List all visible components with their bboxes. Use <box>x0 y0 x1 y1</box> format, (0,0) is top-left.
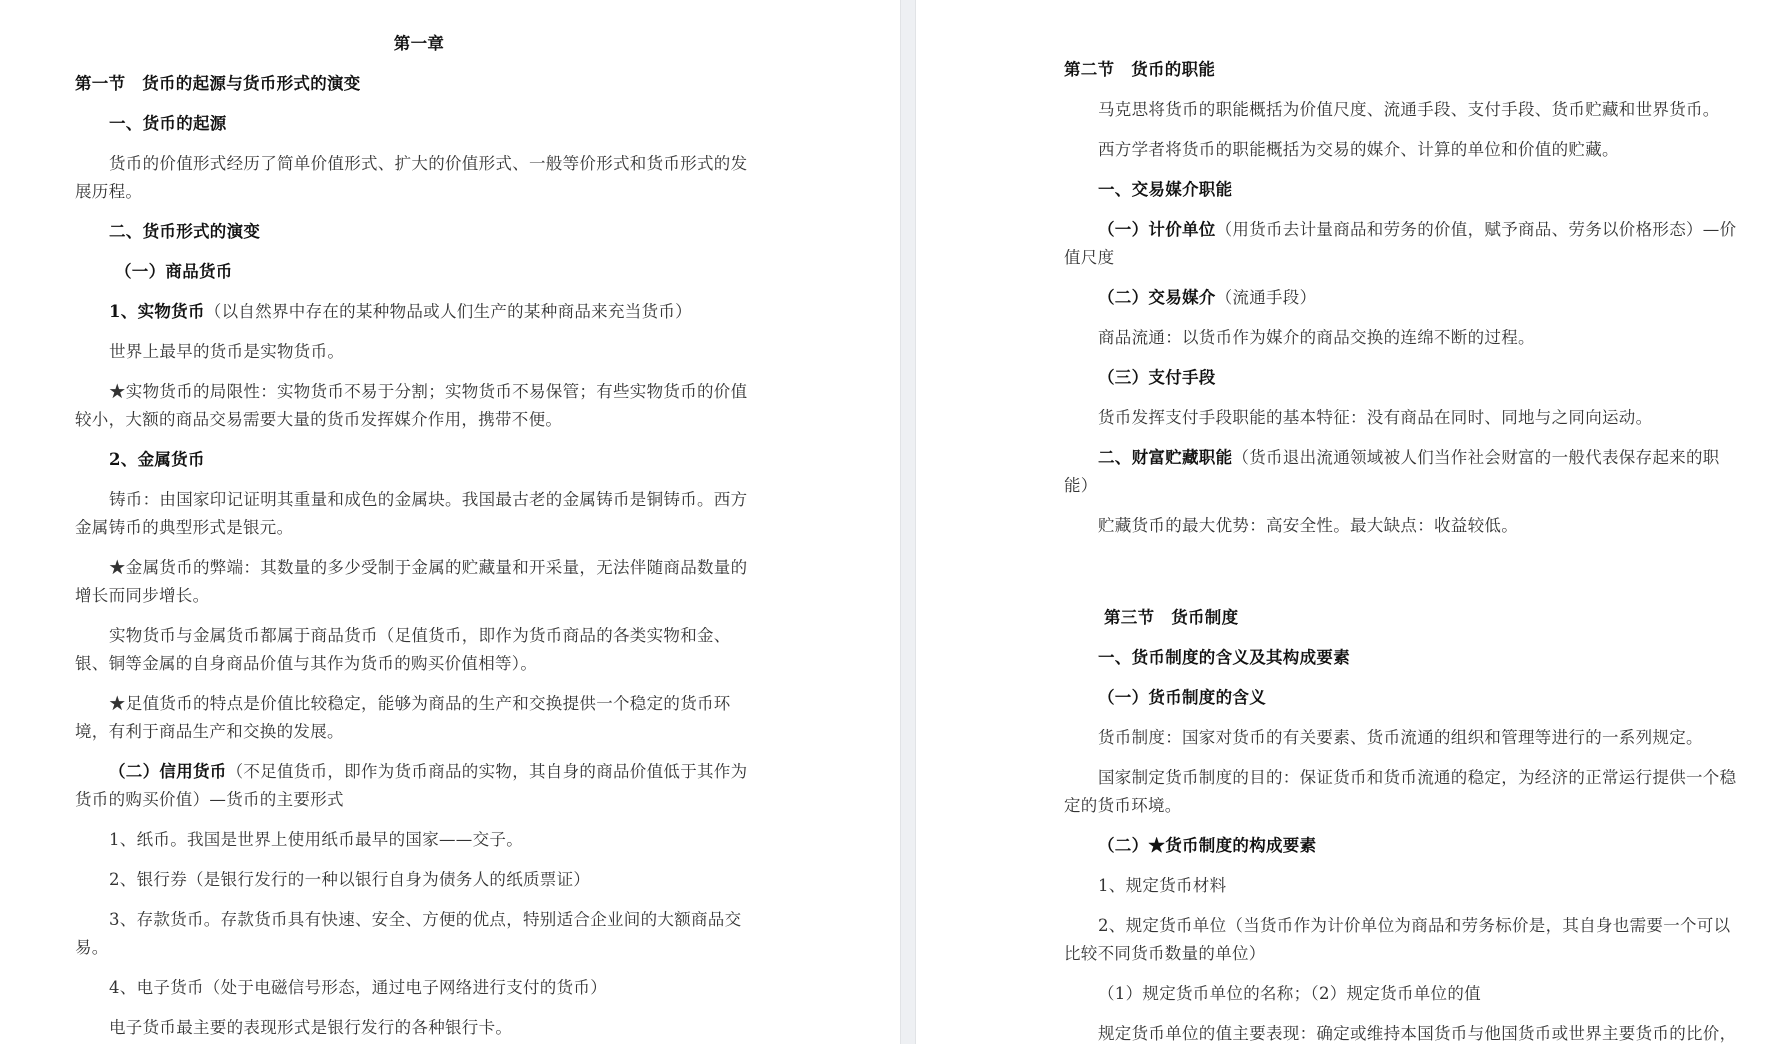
paragraph: 实物货币与金属货币都属于商品货币（足值货币，即作为货币商品的各类实物和金、银、铜等金属的自身商品价值与其作为货币的购买价值相等）。 <box>75 626 731 673</box>
section-heading: （三）支付手段 <box>1098 368 1216 387</box>
paragraph <box>1064 444 1742 500</box>
inline-term: （二）信用货币 <box>109 762 227 781</box>
section-heading: 第一节 货币的起源与货币形式的演变 <box>75 74 361 93</box>
section-heading: 第二节 货币的职能 <box>1064 60 1216 79</box>
paragraph: 铸币：由国家印记证明其重量和成色的金属块。我国最古老的金属铸币是铜铸币。西方金属铸币的典型形式是银元。 <box>75 490 748 537</box>
section-heading: 第三节 货币制度 <box>1104 608 1239 627</box>
inline-description: （不足值货币，即作为货币商品的实物，其自身的商品价值低于其作为货币的购买价值）—货币的主要形式 <box>75 762 748 809</box>
section-heading: （一）商品货币 <box>115 262 233 281</box>
paragraph: 西方学者将货币的职能概括为交易的媒介、计算的单位和价值的贮藏。 <box>1098 140 1619 159</box>
inline-description: （流通手段） <box>1215 288 1317 307</box>
paragraph <box>75 298 763 326</box>
paragraph: ★金属货币的弊端：其数量的多少受制于金属的贮藏量和开采量，无法伴随商品数量的增长而同步增长。 <box>75 558 748 605</box>
paragraph <box>75 758 763 814</box>
paragraph: 2、规定货币单位（当货币作为计价单位为商品和劳务标价是，其自身也需要一个可以比较不同货币数量的单位） <box>1064 916 1731 963</box>
inline-term: 1、实物货币 <box>109 302 205 321</box>
section-spacer <box>1064 552 1742 604</box>
section-heading: （二）★货币制度的构成要素 <box>1098 836 1317 855</box>
paragraph: 马克思将货币的职能概括为价值尺度、流通手段、支付手段、货币贮藏和世界货币。 <box>1098 100 1720 119</box>
paragraph: 世界上最早的货币是实物货币。 <box>109 342 345 361</box>
paragraph: 货币发挥支付手段职能的基本特征：没有商品在同时、同地与之同向运动。 <box>1098 408 1653 427</box>
paragraph: ★足值货币的特点是价值比较稳定，能够为商品的生产和交换提供一个稳定的货币环境，有利于商品生产和交换的发展。 <box>75 694 731 741</box>
paragraph: 3、存款货币。存款货币具有快速、安全、方便的优点，特别适合企业间的大额商品交易。 <box>75 910 742 957</box>
section-heading: （一）货币制度的含义 <box>1098 688 1266 707</box>
paragraph: 货币的价值形式经历了简单价值形式、扩大的价值形式、一般等价形式和货币形式的发展历程。 <box>75 154 748 201</box>
inline-description: （货币退出流通领域被人们当作社会财富的一般代表保存起来的职能） <box>1064 448 1720 495</box>
paragraph: 1、规定货币材料 <box>1098 876 1227 895</box>
section-heading: 一、货币制度的含义及其构成要素 <box>1098 648 1350 667</box>
paragraph: ★实物货币的局限性：实物货币不易于分割；实物货币不易保管；有些实物货币的价值较小，大额的商品交易需要大量的货币发挥媒介作用，携带不便。 <box>75 382 748 429</box>
inline-term: （二）交易媒介 <box>1098 288 1216 307</box>
paragraph: 国家制定货币制度的目的：保证货币和货币流通的稳定，为经济的正常运行提供一个稳定的货币环境。 <box>1064 768 1737 815</box>
paragraph: 货币制度：国家对货币的有关要素、货币流通的组织和管理等进行的一系列规定。 <box>1098 728 1703 747</box>
paragraph: 电子货币最主要的表现形式是银行发行的各种银行卡。 <box>109 1018 513 1037</box>
paragraph: 2、银行券（是银行发行的一种以银行自身为债务人的纸质票证） <box>109 870 591 889</box>
paragraph: 1、纸币。我国是世界上使用纸币最早的国家——交子。 <box>109 830 523 849</box>
paragraph: 商品流通：以货币作为媒介的商品交换的连绵不断的过程。 <box>1098 328 1535 347</box>
section-heading: 2、金属货币 <box>109 450 205 469</box>
section-heading: 一、交易媒介职能 <box>1098 180 1233 199</box>
section-heading: 二、货币形式的演变 <box>109 222 261 241</box>
inline-term: 二、财富贮藏职能 <box>1098 448 1233 467</box>
inline-description: （用货币去计量商品和劳务的价值，赋予商品、劳务以价格形态）—价值尺度 <box>1064 220 1737 267</box>
inline-term: （一）计价单位 <box>1098 220 1216 239</box>
paragraph: （1）规定货币单位的名称；（2）规定货币单位的值 <box>1098 984 1481 1003</box>
section-heading: 第一章 <box>393 34 445 53</box>
inline-description: （以自然界中存在的某种物品或人们生产的某种商品来充当货币） <box>204 302 692 321</box>
page-gutter <box>900 0 916 1044</box>
paragraph <box>1064 216 1742 272</box>
paragraph: 贮藏货币的最大优势：高安全性。最大缺点：收益较低。 <box>1098 516 1518 535</box>
paragraph: 4、电子货币（处于电磁信号形态，通过电子网络进行支付的货币） <box>109 978 607 997</box>
section-heading: 一、货币的起源 <box>109 114 227 133</box>
paragraph: 规定货币单位的值主要表现：确定或维持本国货币与他国货币或世界主要货币的比价， <box>1098 1024 1737 1043</box>
paragraph <box>1064 284 1742 312</box>
document-page-right <box>916 0 1790 1044</box>
